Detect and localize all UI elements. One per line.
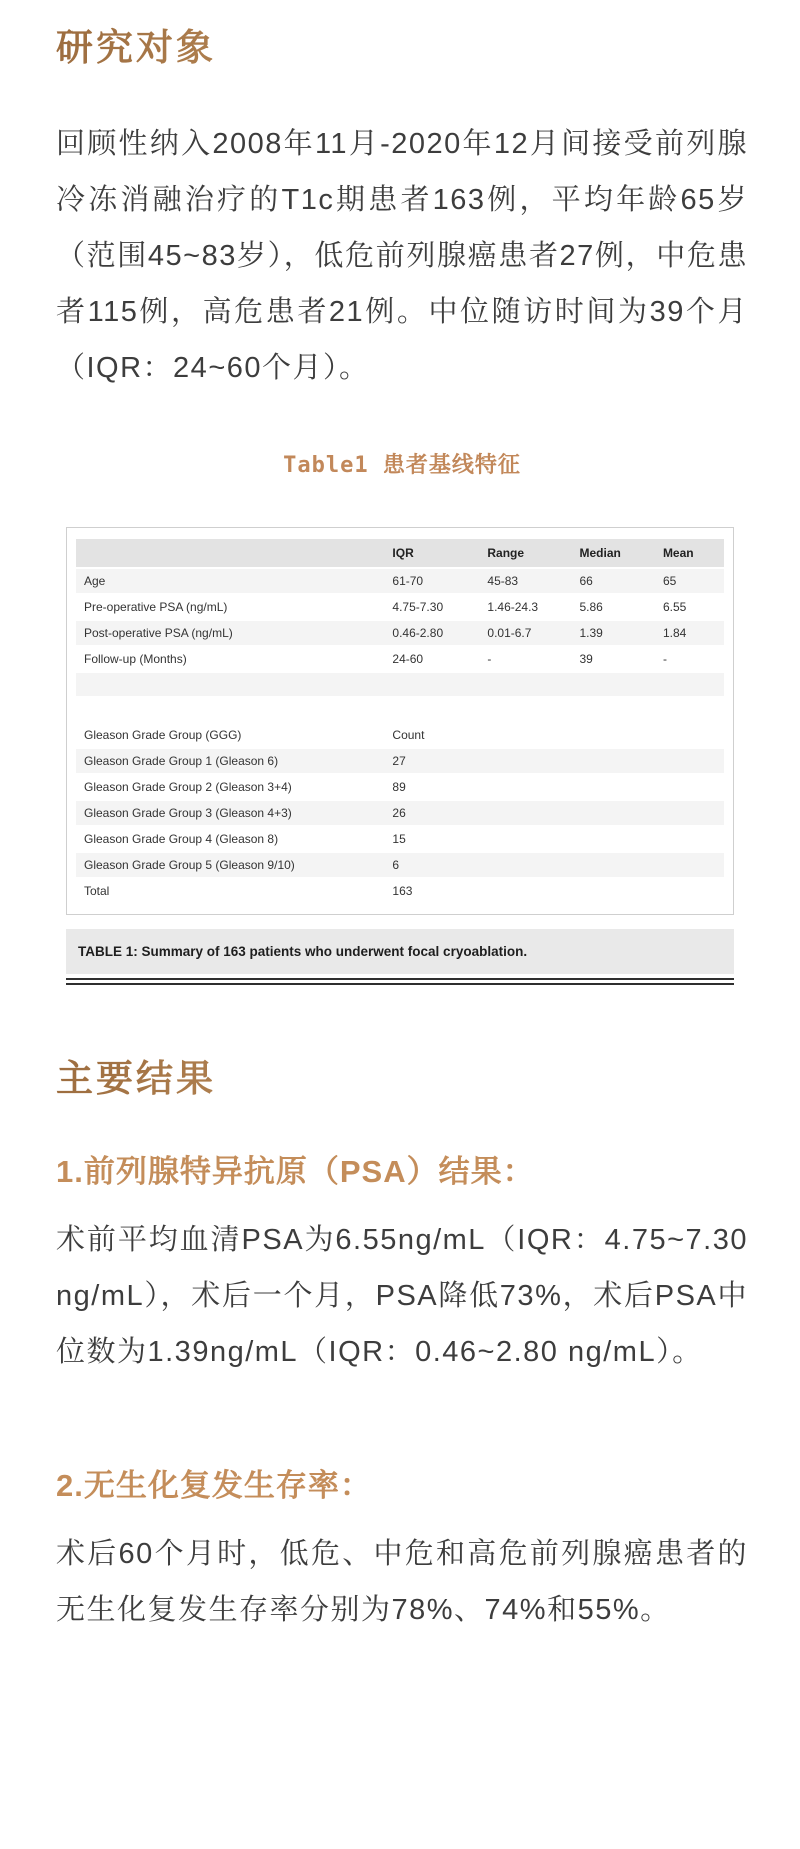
table-cell: [571, 775, 654, 799]
table-cell: -: [479, 647, 571, 671]
table-cell: [655, 749, 724, 773]
table-cell: Gleason Grade Group 4 (Gleason 8): [76, 827, 384, 851]
table-figure: [66, 527, 734, 985]
table-row: [76, 647, 724, 671]
subsection-heading-bcr: 2.无生化复发生存率：: [56, 1467, 372, 1503]
table-cell: [655, 827, 724, 851]
table-cell: [479, 827, 571, 851]
table-cell: 6.55: [655, 595, 724, 619]
table-cell: Age: [76, 569, 384, 593]
table-row: [76, 827, 724, 851]
table-cell: [479, 673, 571, 696]
table-cell: [655, 775, 724, 799]
table-cell: 61-70: [384, 569, 479, 593]
table-cell: 6: [384, 853, 479, 877]
table-cell: [384, 673, 479, 696]
table-row: [76, 801, 724, 825]
table-row: [76, 749, 724, 773]
table-cell: 1.46-24.3: [479, 595, 571, 619]
table-cell: Gleason Grade Group (GGG): [76, 723, 384, 747]
table-cell: [571, 879, 654, 903]
table-cell: 27: [384, 749, 479, 773]
column-header: IQR: [384, 539, 479, 567]
subsection-heading-psa: 1.前列腺特异抗原（PSA）结果：: [56, 1153, 535, 1189]
table-cell: Gleason Grade Group 3 (Gleason 4+3): [76, 801, 384, 825]
table-cell: [479, 775, 571, 799]
table-cell: 0.46-2.80: [384, 621, 479, 645]
table-cell: [479, 723, 571, 747]
table-cell: [479, 698, 571, 721]
table-cell: [571, 853, 654, 877]
table-row: [76, 673, 724, 696]
table-cell: [76, 698, 384, 721]
section-heading-study: 研究对象: [56, 26, 748, 72]
table-cell: Pre-operative PSA (ng/mL): [76, 595, 384, 619]
table-row: [76, 621, 724, 645]
bcr-paragraph: 术后60个月时，低危、中危和高危前列腺癌患者的无生化复发生存率分别为78%、74%和55%。: [56, 1538, 748, 1627]
header-row: [76, 539, 724, 567]
table-cell: [479, 879, 571, 903]
table-cell: Gleason Grade Group 5 (Gleason 9/10): [76, 853, 384, 877]
table-cell: 39: [571, 647, 654, 671]
table-cell: Gleason Grade Group 1 (Gleason 6): [76, 749, 384, 773]
table-cell: [479, 749, 571, 773]
baseline-table-head: [76, 539, 724, 567]
table-cell: [384, 698, 479, 721]
table-cell: [655, 698, 724, 721]
table-cell: 66: [571, 569, 654, 593]
table-cell: Post-operative PSA (ng/mL): [76, 621, 384, 645]
table-caption: TABLE 1: Summary of 163 patients who underwent focal cryoablation.: [66, 929, 734, 974]
table-row: [76, 775, 724, 799]
table-cell: Gleason Grade Group 2 (Gleason 3+4): [76, 775, 384, 799]
table-cell: 89: [384, 775, 479, 799]
table-cell: 5.86: [571, 595, 654, 619]
table-cell: 26: [384, 801, 479, 825]
table-cell: Count: [384, 723, 479, 747]
table-cell: Total: [76, 879, 384, 903]
column-header: Mean: [655, 539, 724, 567]
table-cell: 15: [384, 827, 479, 851]
table-cell: [571, 749, 654, 773]
table-cell: [655, 723, 724, 747]
column-header: Range: [479, 539, 571, 567]
section-heading-results: 主要结果: [56, 1057, 748, 1103]
column-header: [76, 539, 384, 567]
table-row: [76, 595, 724, 619]
table-row: [76, 698, 724, 721]
table-box: [66, 527, 734, 915]
table-row: [76, 879, 724, 903]
table-cell: [76, 673, 384, 696]
table-cell: [655, 853, 724, 877]
table-cell: [479, 853, 571, 877]
baseline-table: [76, 537, 724, 905]
figure-bottom-rule: [66, 978, 734, 985]
table-cell: [571, 723, 654, 747]
table-row: [76, 569, 724, 593]
table-cell: 65: [655, 569, 724, 593]
table-cell: 45-83: [479, 569, 571, 593]
table-cell: [571, 827, 654, 851]
table-title: Table1 患者基线特征: [283, 453, 521, 479]
psa-paragraph: 术前平均血清PSA为6.55ng/mL（IQR：4.75~7.30 ng/mL），术后一个月，PSA降低73%，术后PSA中位数为1.39ng/mL（IQR：0.46~2.80 ng/mL）。: [56, 1223, 748, 1368]
column-header: Median: [571, 539, 654, 567]
table-cell: [571, 801, 654, 825]
table-cell: 4.75-7.30: [384, 595, 479, 619]
study-paragraph: 回顾性纳入2008年11月-2020年12月间接受前列腺冷冻消融治疗的T1c期患者163例，平均年龄65岁（范围45~83岁），低危前列腺癌患者27例，中危患者115例，高危患者21例。中位随访时间为39个月（IQR：24~60个月）。: [56, 128, 748, 385]
table-cell: 24-60: [384, 647, 479, 671]
table-row: [76, 723, 724, 747]
baseline-table-body: [76, 569, 724, 903]
table-cell: [655, 673, 724, 696]
table-cell: -: [655, 647, 724, 671]
table-cell: 1.84: [655, 621, 724, 645]
table-cell: [571, 698, 654, 721]
table-cell: [479, 801, 571, 825]
table-cell: Follow-up (Months): [76, 647, 384, 671]
table-cell: [655, 879, 724, 903]
table-cell: 163: [384, 879, 479, 903]
table-cell: [571, 673, 654, 696]
table-cell: 1.39: [571, 621, 654, 645]
table-row: [76, 853, 724, 877]
table-cell: 0.01-6.7: [479, 621, 571, 645]
table-cell: [655, 801, 724, 825]
